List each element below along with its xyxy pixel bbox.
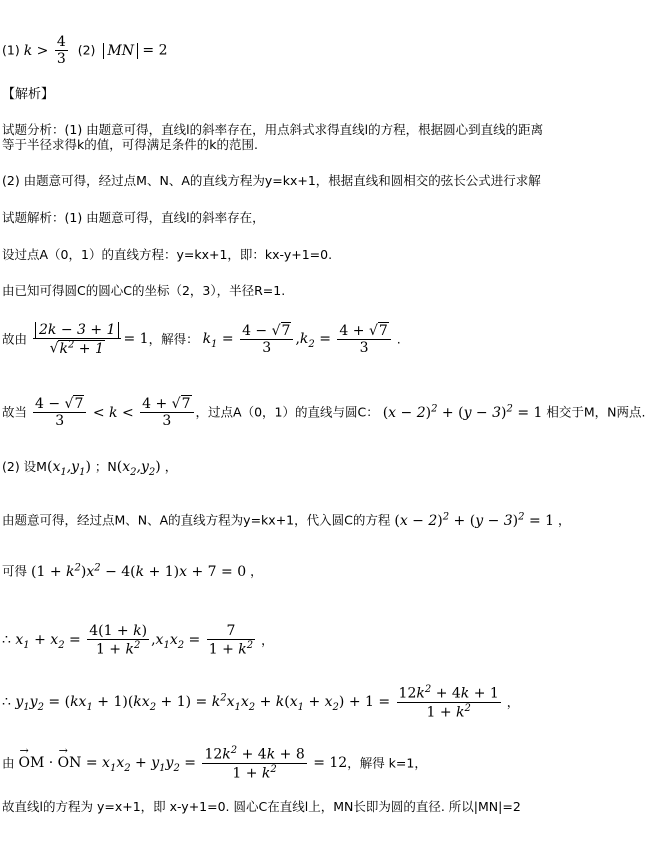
answer-part1-math: k > $\frac{4}{3}$ bbox=[23, 34, 66, 68]
solution-line-2: 设过点A（0，1）的直线方程：y=kx+1，即：kx-y+1=0. bbox=[2, 247, 333, 262]
section-header: 【解析】 bbox=[2, 87, 55, 102]
y-product: ∴ $y_1y_2 = (kx_1 + 1)(kx_2 + 1) = k^2x_1x_2 + k(x_1 + x_2) + 1$ = $\frac{12k^2 + 4k + 1}{1 + k^2}$ bbox=[2, 684, 499, 721]
circle-equation: $(x - 2)^2 + (y - 3)^2 = 1$ bbox=[382, 402, 543, 421]
dot-product-equation: → OM · → ON = $x_1x_2 + y_1y_2$ = $\frac{12k^2 + 4k + 8}{1 + k^2}$ = 12 bbox=[19, 755, 348, 771]
solution-line-12: 故直线l的方程为 y=x+1，即 x-y+1=0. 圆心C在直线l上，MN长即为圆的直径. 所以|MN|=2 bbox=[2, 799, 521, 814]
solution-line-4: 故由 $\frac{2k - 3 + 1}{√k^2 + 1}$ = 1，解得： $k_1$ = $\frac{4 - √7}{3}$ $,k_2$ = $\frac{4 + √7}{3}$ . bbox=[2, 322, 401, 357]
answer-line bbox=[2, 34, 168, 67]
quadratic-equation: $(1 + k^2)x^2 - 4(k + 1)x + 7 = 0$ bbox=[31, 562, 247, 580]
vieta-relations: ∴ $x_1 + x_2$ = $\frac{4(1 + k)}{1 + k^2}$ $,x_1x_2$ = $\frac{7}{1 + k^2}$ bbox=[2, 623, 254, 658]
solution-line-10: ∴ $y_1y_2 = (kx_1 + 1)(kx_2 + 1) = k^2x_1x_2 + k(x_1 + x_2) + 1$ = $\frac{12k^2 + 4k + 1}{1 + k^2}$ ， bbox=[2, 684, 520, 721]
point-m: $(x_1,y_1)$ bbox=[46, 459, 91, 478]
answer-part2-math: MN = 2 bbox=[103, 43, 167, 59]
point-n: $(x_2,y_2)$ bbox=[116, 459, 161, 478]
distance-equation: $\frac{2k - 3 + 1}{√k^2 + 1}$ = 1 bbox=[31, 331, 149, 347]
answer-part1-label: (1) bbox=[2, 42, 20, 58]
solution-line-3: 由已知可得圆C的圆心C的坐标（2，3），半径R=1. bbox=[2, 283, 286, 298]
solution-line-11: 由 → OM · → ON = $x_1x_2 + y_1y_2$ = $\frac{12k^2 + 4k + 8}{1 + k^2}$ = 12，解得 k=1， bbox=[2, 745, 427, 782]
solution-line-5: 故当 $\frac{4 - √7}{3}$ < k < $\frac{4 + √7}{3}$ ，过点A（0，1）的直线与圆C： $(x - 2)^2 + (y - 3)^2 = 1$ 相交于M，N两点. bbox=[2, 396, 646, 430]
analysis-line-2: 等于半径求得k的值，可得满足条件的k的范围. bbox=[2, 137, 258, 152]
analysis-line-1: 试题分析：(1) 由题意可得，直线l的斜率存在，用点斜式求得直线l的方程，根据圆心到直线的距离 bbox=[2, 122, 544, 137]
circle-equation-2: $(x - 2)^2 + (y - 3)^2 = 1$ bbox=[394, 511, 555, 529]
solution-line-1: 试题解析：(1) 由题意可得，直线l的斜率存在， bbox=[2, 210, 265, 225]
k-range: $\frac{4 - √7}{3}$ < k < $\frac{4 + √7}{3}$ bbox=[31, 405, 196, 421]
solution-line-8: 可得 $(1 + k^2)x^2 - 4(k + 1)x + 7 = 0$ ， bbox=[2, 562, 263, 580]
answer-part2-label: (2) bbox=[77, 42, 96, 58]
analysis-line-3: (2) 由题意可得，经过点M、N、A的直线方程为y=kx+1，根据直线和圆相交的弦长公式进行求解 bbox=[2, 173, 541, 188]
solution-line-6: (2) 设$M(x_1,y_1)$ ；$N(x_2,y_2)$ ， bbox=[2, 459, 178, 478]
solution-line-7: 由题意可得，经过点M、N、A的直线方程为y=kx+1，代入圆C的方程 $(x - 2)^2 + (y - 3)^2 = 1$ ， bbox=[2, 511, 571, 529]
k-solutions: $k_1$ = $\frac{4 - √7}{3}$ $,k_2$ = $\frac{4 + √7}{3}$ bbox=[203, 331, 393, 347]
solution-line-9: ∴ $x_1 + x_2$ = $\frac{4(1 + k)}{1 + k^2}$ $,x_1x_2$ = $\frac{7}{1 + k^2}$ ， bbox=[2, 623, 274, 658]
